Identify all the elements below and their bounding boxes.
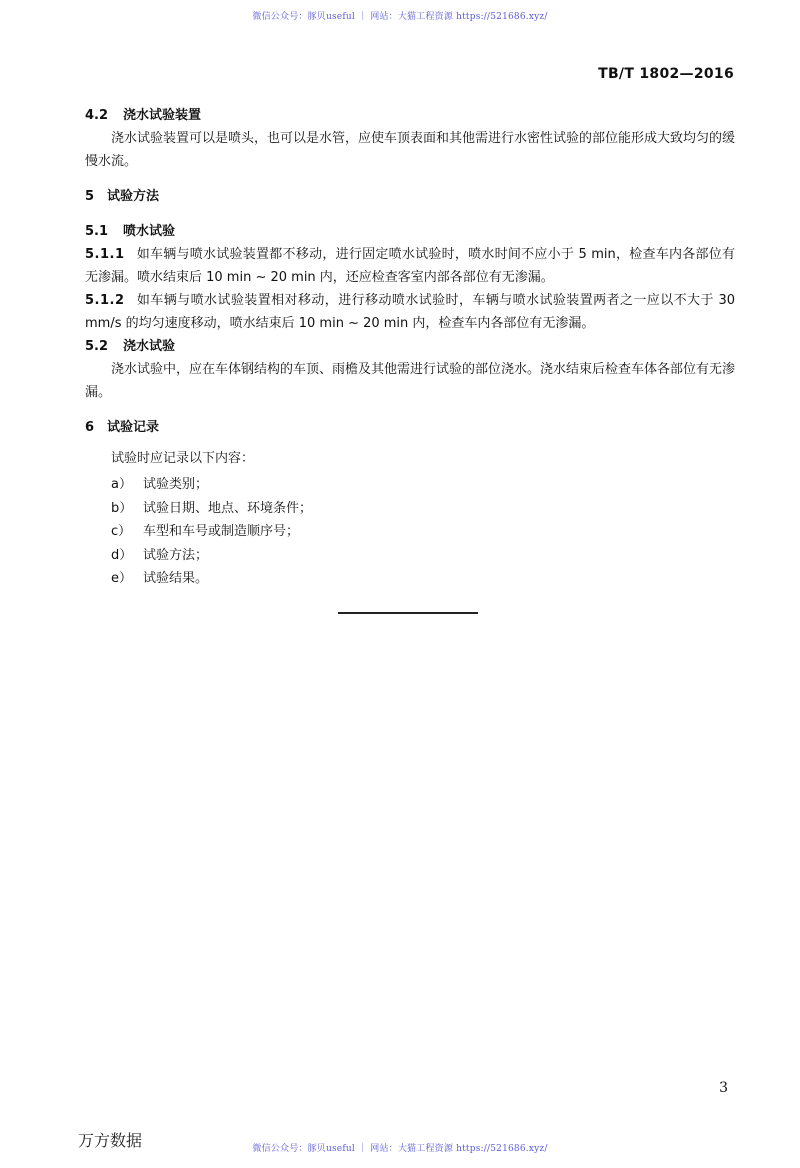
clause-number: 5.1.2 — [85, 293, 125, 308]
heading-title: 喷水试验 — [123, 224, 176, 239]
list-item — [111, 520, 735, 544]
record-list — [85, 447, 735, 591]
paragraph-4-2: 浇水试验装置可以是喷头，也可以是水管，应使车顶表面和其他需进行水密性试验的部位能形成大致均匀的缓慢水流。 — [85, 131, 736, 169]
list-item-marker: e） — [111, 571, 132, 586]
heading-number: 5.2 — [85, 339, 109, 354]
end-of-text-rule — [338, 612, 478, 614]
heading-4-2 — [85, 104, 735, 127]
heading-number: 5 — [85, 189, 95, 204]
list-item-text: 试验结果。 — [143, 571, 209, 586]
list-item-marker: d） — [111, 547, 133, 563]
paragraph-5-2: 浇水试验中，应在车体钢结构的车顶、雨檐及其他需进行试验的部位浇水。浇水结束后检查车体各部位有无渗漏。 — [85, 362, 736, 400]
heading-number: 6 — [85, 420, 95, 435]
heading-title: 浇水试验装置 — [123, 108, 202, 123]
heading-number: 5.1 — [85, 224, 109, 239]
heading-title: 试验记录 — [107, 420, 160, 435]
watermark-bottom: 微信公众号：豚贝useful ｜ 网站：大猫工程资源 https://521686.xyz/ — [252, 1144, 548, 1154]
list-item-marker: a） — [111, 477, 132, 492]
list-item-text: 试验方法； — [143, 547, 209, 563]
heading-title: 试验方法 — [107, 189, 160, 204]
watermark-top: 微信公众号：豚贝useful ｜ 网站：大猫工程资源 https://521686.xyz/ — [252, 12, 548, 22]
list-item-text: 车型和车号或制造顺序号； — [143, 524, 300, 539]
heading-number: 4.2 — [85, 108, 109, 123]
list-item — [111, 567, 735, 591]
document-body — [85, 104, 735, 591]
clause-text: 如车辆与喷水试验装置都不移动，进行固定喷水试验时，喷水时间不应小于 5 min，检查车内各部位有无渗漏。喷水结束后 10 min ~ 20 min 内，还应检查客室内部各部位有无渗漏。 — [85, 247, 735, 285]
clause-5-1-1 — [85, 243, 735, 289]
list-item — [111, 497, 735, 521]
heading-6 — [85, 416, 735, 439]
heading-5-1 — [85, 220, 735, 243]
heading-5 — [85, 185, 735, 208]
list-item-marker: b） — [111, 500, 133, 516]
list-item — [111, 473, 735, 497]
standard-id: TB/T 1802—2016 — [598, 66, 734, 82]
list-item — [111, 544, 735, 568]
page-number: 3 — [719, 1080, 728, 1096]
list-item-text: 试验日期、地点、环境条件； — [143, 500, 313, 516]
list-item-marker: c） — [111, 524, 132, 539]
heading-5-2 — [85, 335, 735, 358]
clause-5-1-2 — [85, 289, 735, 335]
clause-text: 如车辆与喷水试验装置相对移动，进行移动喷水试验时，车辆与喷水试验装置两者之一应以不大于 30 mm/s 的均匀速度移动，喷水结束后 10 min ~ 20 min 内，检查车内各部位有无渗漏。 — [85, 293, 735, 331]
wanfang-data-logo-text: 万方数据 — [78, 1131, 143, 1150]
list-item-text: 试验类别； — [143, 477, 209, 492]
clause-number: 5.1.1 — [85, 247, 125, 262]
heading-title: 浇水试验 — [123, 339, 176, 354]
record-list-intro: 试验时应记录以下内容： — [111, 451, 255, 466]
